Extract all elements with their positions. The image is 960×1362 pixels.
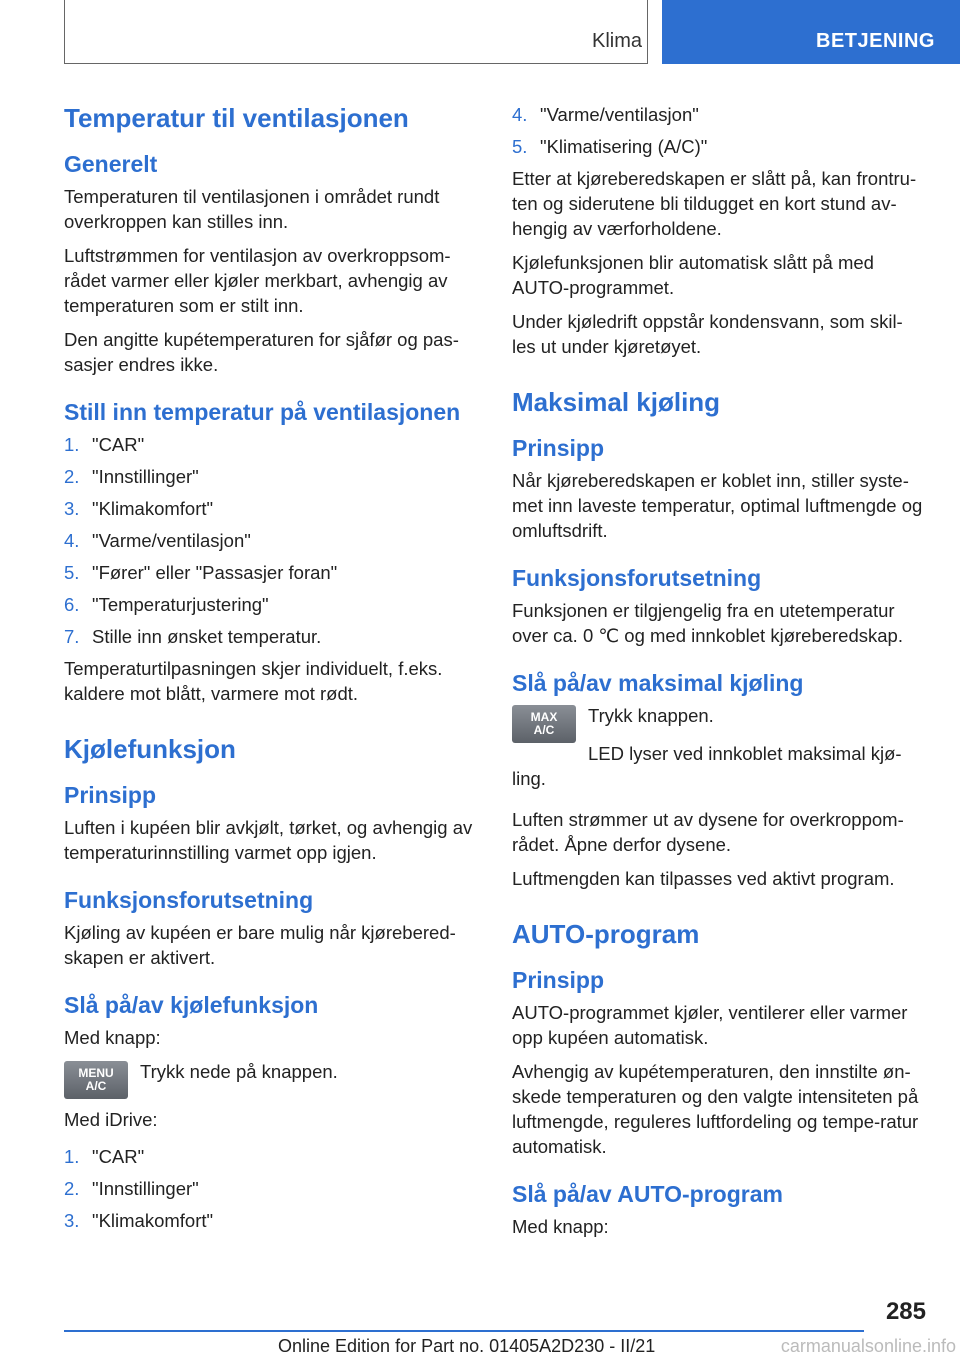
paragraph: Trykk nede på knappen. (140, 1061, 338, 1082)
list-item: 7. Stille inn ønsket temperatur. (64, 626, 322, 647)
paragraph: LED lyser ved innkoblet maksimal kjø-ling. (512, 743, 902, 789)
paragraph: Funksjonen er tilgjengelig fra en utetemperatur over ca. 0 ℃ og med innkoblet kjøreberedskap. (512, 600, 903, 646)
list-item: 3. "Klimakomfort" (64, 498, 214, 519)
paragraph: Luften strømmer ut av dysene for overkroppom-rådet. Åpne derfor dysene. (512, 809, 904, 855)
paragraph: Kjølefunksjonen blir automatisk slått på med AUTO-programmet. (512, 252, 874, 298)
paragraph: Luften i kupéen blir avkjølt, tørket, og avhengig av temperaturinnstilling varmet opp igjen. (64, 817, 473, 863)
steps-continued (512, 102, 926, 159)
paragraph: Kjøling av kupéen er bare mulig når kjørebered-skapen er aktivert. (64, 922, 456, 968)
heading-prinsipp: Prinsipp (512, 435, 605, 461)
paragraph: Etter at kjøreberedskapen er slått på, kan frontru-ten og siderutene bli tildugget en kort stund av-hengig av værforholdene. (512, 168, 917, 239)
footer-edition: Online Edition for Part no. 01405A2D230 - II/21 (278, 1336, 656, 1356)
heading-temperatur-ventilasjon: Temperatur til ventilasjonen (64, 103, 409, 133)
menu-ac-instruction (64, 1059, 478, 1099)
watermark: carmanualsonline.info (780, 1336, 956, 1356)
paragraph: Temperaturtilpasningen skjer individuelt, f.eks. kaldere mot blått, varmere mot rødt. (64, 658, 443, 704)
paragraph: Med knapp: (512, 1216, 609, 1237)
paragraph: Med iDrive: (64, 1109, 158, 1130)
paragraph: Luftmengden kan tilpasses ved aktivt program. (512, 868, 895, 889)
heading-funksjonsforutsetning: Funksjonsforutsetning (512, 565, 762, 591)
list-item: 6. "Temperaturjustering" (64, 594, 269, 615)
right-column (512, 102, 926, 1248)
paragraph: Avhengig av kupétemperaturen, den innstilte øn-skede temperaturen og den valgte intensiteten på luftmengde, reguleres luftfordeling og tempe-ratur automatisk. (512, 1061, 919, 1157)
heading-funksjonsforutsetning: Funksjonsforutsetning (64, 887, 314, 913)
footer-rule (64, 1330, 864, 1332)
menu-ac-button-icon: MENU A/C (64, 1061, 128, 1099)
steps-still-inn (64, 432, 478, 649)
heading-slaa-kjolefunksjon: Slå på/av kjølefunksjon (64, 992, 319, 1018)
list-item: 4. "Varme/ventilasjon" (512, 104, 699, 125)
page-number: 285 (885, 1298, 926, 1325)
header-tab: BETJENING (662, 0, 960, 64)
heading-generelt: Generelt (64, 151, 158, 177)
list-item: 3. "Klimakomfort" (64, 1210, 214, 1231)
header-box (64, 0, 648, 64)
list-item: 5. "Klimatisering (A/C)" (512, 136, 708, 157)
paragraph: Med knapp: (64, 1027, 161, 1048)
heading-slaa-maksimal-kjoling: Slå på/av maksimal kjøling (512, 670, 804, 696)
paragraph: Når kjøreberedskapen er koblet inn, stiller syste-met inn laveste temperatur, optimal luftmengde og omluftsdrift. (512, 470, 923, 541)
max-ac-instruction (512, 703, 926, 743)
heading-prinsipp: Prinsipp (512, 967, 605, 993)
list-item: 5. "Fører" eller "Passasjer foran" (64, 562, 338, 583)
heading-kjolefunksjon: Kjølefunksjon (64, 734, 236, 764)
paragraph: AUTO-programmet kjøler, ventilerer eller varmer opp kupéen automatisk. (512, 1002, 908, 1048)
heading-auto-program: AUTO-program (512, 919, 700, 949)
list-item: 2. "Innstillinger" (64, 1178, 199, 1199)
header-section-title: Klima (591, 30, 642, 52)
steps-idrive (64, 1144, 478, 1233)
paragraph: Temperaturen til ventilasjonen i området rundt overkroppen kan stilles inn. (64, 186, 440, 232)
left-column (64, 102, 478, 1240)
max-ac-button-icon: MAX A/C (512, 705, 576, 743)
list-item: 4. "Varme/ventilasjon" (64, 530, 251, 551)
heading-prinsipp: Prinsipp (64, 782, 157, 808)
list-item: 1. "CAR" (64, 434, 145, 455)
heading-still-inn: Still inn temperatur på ventilasjonen (64, 399, 461, 425)
heading-maksimal-kjoling: Maksimal kjøling (512, 387, 721, 417)
paragraph: Luftstrømmen for ventilasjon av overkroppsom-rådet varmer eller kjøler merkbart, avhengig av temperaturen som er stilt inn. (64, 245, 451, 316)
list-item: 1. "CAR" (64, 1146, 145, 1167)
paragraph: Under kjøledrift oppstår kondensvann, som skil-les ut under kjøretøyet. (512, 311, 903, 357)
paragraph: Trykk knappen. (588, 705, 714, 726)
paragraph: Den angitte kupétemperaturen for sjåfør og pas-sasjer endres ikke. (64, 329, 459, 375)
list-item: 2. "Innstillinger" (64, 466, 199, 487)
heading-slaa-auto-program: Slå på/av AUTO-program (512, 1181, 783, 1207)
